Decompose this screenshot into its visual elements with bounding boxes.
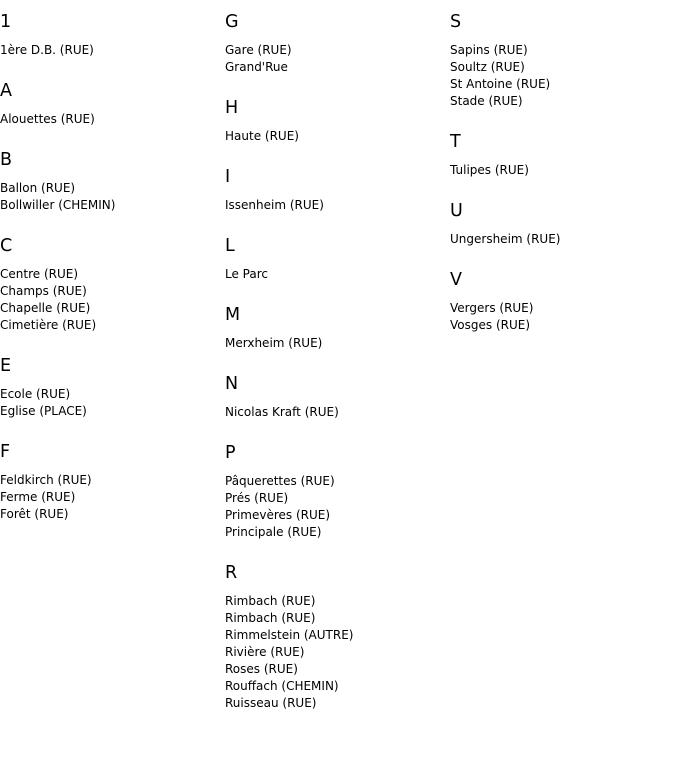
street-link[interactable]: Haute (RUE)	[225, 129, 299, 143]
street-link[interactable]: Rouffach (CHEMIN)	[225, 679, 339, 693]
street-list	[450, 231, 670, 248]
street-link[interactable]: Gare (RUE)	[225, 43, 292, 57]
street-link[interactable]: Bollwiller (CHEMIN)	[0, 198, 116, 212]
letter-heading: C	[0, 236, 13, 256]
street-link[interactable]: Primevères (RUE)	[225, 508, 331, 522]
street-list	[0, 472, 220, 523]
street-link[interactable]: Tulipes (RUE)	[450, 163, 529, 177]
street-link[interactable]: Soultz (RUE)	[450, 60, 525, 74]
street-list	[225, 42, 445, 76]
letter-heading: M	[225, 305, 241, 325]
letter-heading: U	[450, 201, 463, 221]
street-list	[0, 386, 220, 420]
letter-heading: A	[0, 81, 12, 101]
index-column-3	[450, 12, 670, 334]
street-link[interactable]: Cimetière (RUE)	[0, 318, 97, 332]
street-link[interactable]: Chapelle (RUE)	[0, 301, 91, 315]
street-link[interactable]: Feldkirch (RUE)	[0, 473, 92, 487]
street-link[interactable]: Alouettes (RUE)	[0, 112, 95, 126]
street-link[interactable]: Stade (RUE)	[450, 94, 523, 108]
street-link[interactable]: Rimbach (RUE)	[225, 594, 316, 608]
letter-heading: 1	[0, 12, 12, 32]
letter-group	[225, 12, 445, 76]
index-column-2	[225, 12, 445, 712]
letter-heading: B	[0, 150, 13, 170]
street-link[interactable]: Champs (RUE)	[0, 284, 87, 298]
street-list	[450, 300, 670, 334]
street-link[interactable]: Vergers (RUE)	[450, 301, 534, 315]
street-link[interactable]: Ungersheim (RUE)	[450, 232, 561, 246]
street-link[interactable]: Roses (RUE)	[225, 662, 298, 676]
letter-heading: G	[225, 12, 239, 32]
street-link[interactable]: Rimbach (RUE)	[225, 611, 316, 625]
street-link[interactable]: Rivière (RUE)	[225, 645, 305, 659]
street-link[interactable]: Sapins (RUE)	[450, 43, 528, 57]
letter-group	[225, 98, 445, 145]
letter-group	[0, 12, 220, 59]
street-link[interactable]: St Antoine (RUE)	[450, 77, 551, 91]
street-list	[225, 197, 445, 214]
letter-heading: N	[225, 374, 239, 394]
letter-group	[225, 167, 445, 214]
street-link[interactable]: Prés (RUE)	[225, 491, 289, 505]
street-list	[225, 335, 445, 352]
letter-group	[0, 356, 220, 420]
street-link[interactable]: Ballon (RUE)	[0, 181, 76, 195]
letter-group	[0, 150, 220, 214]
street-link[interactable]: Ferme (RUE)	[0, 490, 76, 504]
letter-group	[0, 81, 220, 128]
letter-group	[225, 563, 445, 712]
street-list	[450, 42, 670, 110]
letter-group	[225, 443, 445, 541]
street-list	[225, 473, 445, 541]
street-link[interactable]: Ruisseau (RUE)	[225, 696, 317, 710]
street-list	[0, 42, 220, 59]
letter-group	[450, 12, 670, 110]
letter-heading: V	[450, 270, 462, 290]
letter-group	[450, 270, 670, 334]
street-link[interactable]: Ecole (RUE)	[0, 387, 71, 401]
letter-group	[0, 236, 220, 334]
street-list	[225, 266, 445, 283]
street-link[interactable]: Le Parc	[225, 267, 268, 281]
street-link[interactable]: Forêt (RUE)	[0, 507, 69, 521]
letter-group	[450, 201, 670, 248]
street-list	[225, 404, 445, 421]
street-list	[0, 111, 220, 128]
street-list	[0, 180, 220, 214]
letter-heading: S	[450, 12, 462, 32]
street-link[interactable]: Centre (RUE)	[0, 267, 79, 281]
street-list	[450, 162, 670, 179]
street-link[interactable]: Merxheim (RUE)	[225, 336, 323, 350]
letter-heading: E	[0, 356, 12, 376]
street-link[interactable]: Principale (RUE)	[225, 525, 322, 539]
letter-group	[225, 305, 445, 352]
street-link[interactable]: 1ère D.B. (RUE)	[0, 43, 94, 57]
street-list	[0, 266, 220, 334]
letter-heading: L	[225, 236, 235, 256]
street-link[interactable]: Grand'Rue	[225, 60, 288, 74]
street-link[interactable]: Vosges (RUE)	[450, 318, 531, 332]
index-column-1	[0, 12, 220, 523]
letter-heading: R	[225, 563, 238, 583]
street-link[interactable]: Rimmelstein (AUTRE)	[225, 628, 354, 642]
letter-heading: P	[225, 443, 236, 463]
letter-group	[0, 442, 220, 523]
street-link[interactable]: Nicolas Kraft (RUE)	[225, 405, 339, 419]
letter-heading: H	[225, 98, 239, 118]
letter-group	[225, 374, 445, 421]
street-link[interactable]: Issenheim (RUE)	[225, 198, 324, 212]
street-list	[225, 593, 445, 712]
letter-heading: I	[225, 167, 231, 187]
letter-group	[225, 236, 445, 283]
letter-heading: F	[0, 442, 11, 462]
street-link[interactable]: Pâquerettes (RUE)	[225, 474, 335, 488]
street-link[interactable]: Eglise (PLACE)	[0, 404, 87, 418]
street-list	[225, 128, 445, 145]
letter-group	[450, 132, 670, 179]
letter-heading: T	[450, 132, 461, 152]
